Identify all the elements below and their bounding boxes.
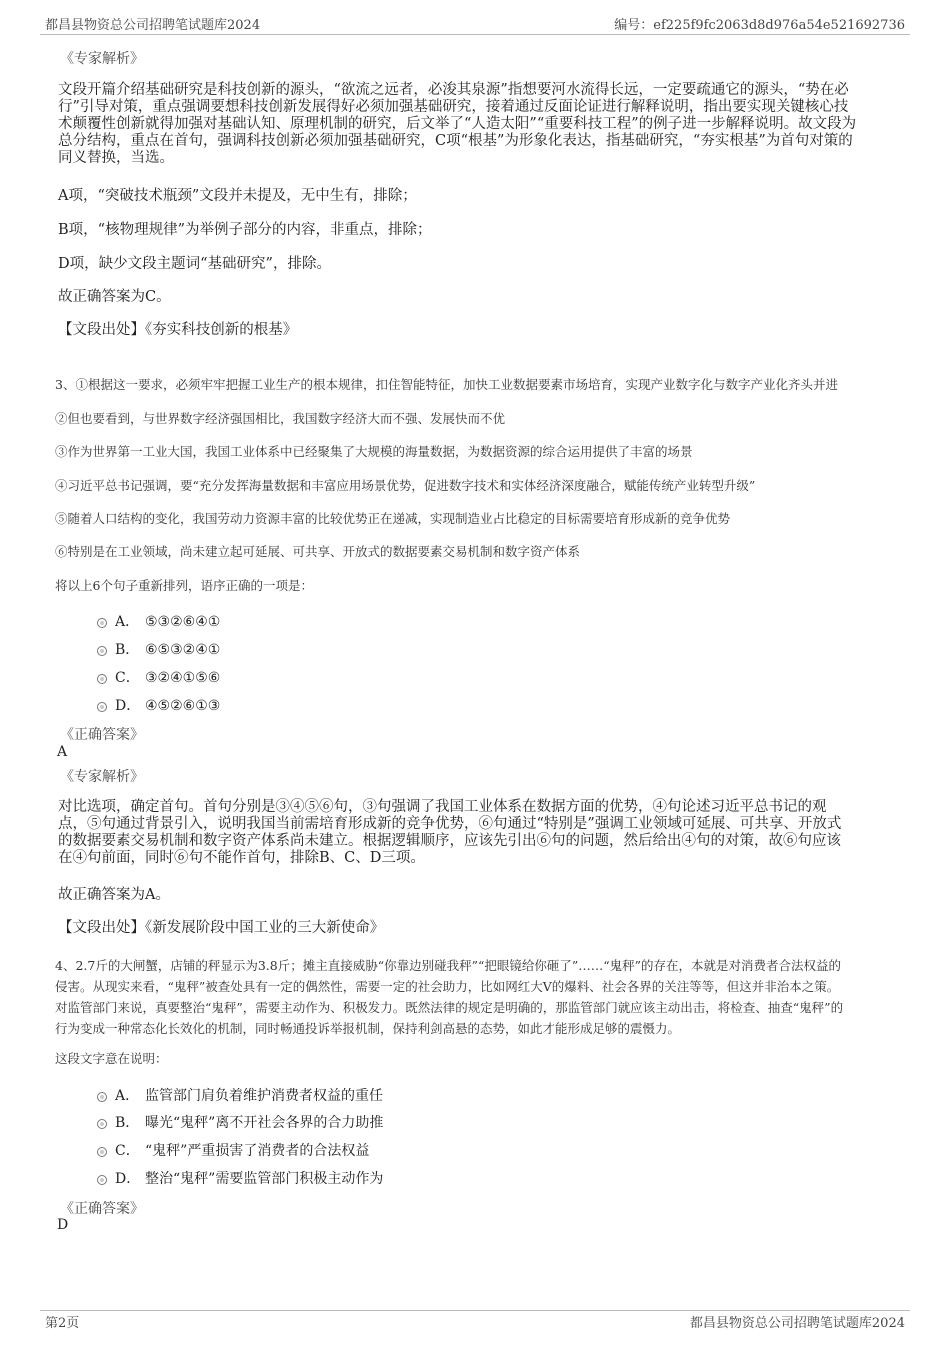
option-text: 监管部门肩负着维护消费者权益的重任 [145, 1088, 383, 1104]
radio-icon[interactable] [97, 1147, 107, 1157]
option-text: ③②④①⑤⑥ [145, 670, 221, 686]
q4-option-a[interactable] [97, 1085, 383, 1105]
page-number: 第2页 [45, 1316, 80, 1331]
q3-option-b[interactable] [97, 639, 220, 659]
q3-analysis [58, 799, 908, 867]
q2-note-d: D项，缺少文段主题词“基础研究”，排除。 [58, 256, 331, 272]
q2-analysis-line: 总分结构，重点在首句，强调科技创新必须加强基础研究，C项“根基”为形象化表达，指基础研究，“夯实根基”为首句对策的 [58, 133, 853, 149]
header-divider [40, 34, 910, 35]
page-footer [45, 1312, 905, 1332]
q3-prompt: 将以上6个句子重新排列，语序正确的一项是： [55, 578, 313, 593]
option-text: 曝光“鬼秤”离不开社会各界的合力助推 [145, 1115, 384, 1131]
radio-icon[interactable] [97, 1092, 107, 1102]
q2-analysis [58, 82, 908, 167]
q3-option-d[interactable] [97, 695, 220, 715]
option-key: D． [115, 1171, 141, 1187]
q2-note-a: A项，“突破技术瓶颈”文段并未提及，无中生有，排除； [58, 188, 417, 204]
option-key: B． [115, 1115, 140, 1131]
radio-icon[interactable] [97, 646, 107, 656]
q4-stem-line: 对监管部门来说，真要整治“鬼秤”，需要主动作为、积极发力。既然法律的规定是明确的，那监管部门就应该主动出击，将检查、抽查“鬼秤”的 [55, 1000, 844, 1015]
footer-title: 都昌县物资总公司招聘笔试题库2024 [689, 1316, 905, 1331]
option-key: C． [115, 1143, 140, 1159]
radio-icon[interactable] [97, 674, 107, 684]
q3-analysis-label: 《专家解析》 [60, 769, 144, 785]
q3-analysis-line: 的数据要素交易机制和数字资产体系尚未建立。根据逻辑顺序，应该先引出⑥句的问题，然后给出④句的对策，故⑥句应该 [58, 833, 841, 849]
q3-sentence-1: 3、①根据这一要求，必须牢牢把握工业生产的根本规律，扣住智能特征，加快工业数据要素市场培育，实现产业数字化与数字产业化齐头并进 [55, 377, 838, 392]
option-key: A． [115, 614, 140, 630]
option-text: ④⑤②⑥①③ [145, 698, 221, 714]
q3-source: 【文段出处】《新发展阶段中国工业的三大新使命》 [58, 920, 385, 936]
option-key: D． [115, 698, 141, 714]
option-key: B． [115, 642, 140, 658]
q4-stem-line: 4、2.7斤的大闸蟹，店铺的秤显示为3.8斤；摊主直接威胁“你靠边别碰我秤”“把眼镜给你砸了”……“鬼秤”的存在，本就是对消费者合法权益的 [55, 958, 842, 973]
q2-analysis-line: 同义替换，当选。 [58, 150, 174, 166]
q3-analysis-line: 点，⑤句通过背景引入，说明我国当前需培育形成新的竞争优势，⑥句通过“特别是”强调工业领域可延展、可共享、开放式 [58, 816, 842, 832]
q2-source: 【文段出处】《夯实科技创新的根基》 [58, 322, 298, 338]
page-header [45, 14, 905, 34]
header-title: 都昌县物资总公司招聘笔试题库2024 [45, 18, 261, 33]
q3-analysis-line: 在④句前面，同时⑥句不能作首句，排除B、C、D三项。 [58, 850, 425, 866]
q2-analysis-line: 行”引导对策，重点强调要想科技创新发展得好必须加强基础研究，接着通过反面论证进行解释说明，指出要实现关键核心技 [58, 99, 849, 115]
q3-sentence-6: ⑥特别是在工业领域，尚未建立起可延展、可共享、开放式的数据要素交易机制和数字资产体系 [55, 544, 581, 559]
q4-stem-line: 侵害。从现实来看，“鬼秤”被查处具有一定的偶然性，需要一定的社会助力，比如网红大V的爆料、社会各界的关注等等，但这并非治本之策。 [55, 979, 840, 994]
q3-conclusion: 故正确答案为A。 [58, 887, 170, 903]
q4-answer-label: 《正确答案》 [60, 1201, 144, 1217]
q3-option-c[interactable] [97, 667, 220, 687]
q2-analysis-line: 文段开篇介绍基础研究是科技创新的源头，“欲流之远者，必浚其泉源”指想要河水流得长远，一定要疏通它的源头，“势在必 [58, 82, 849, 98]
q3-option-a[interactable] [97, 611, 220, 631]
q3-analysis-line: 对比选项，确定首句。首句分别是③④⑤⑥句，③句强调了我国工业体系在数据方面的优势，④句论述习近平总书记的观 [58, 799, 827, 815]
q4-option-d[interactable] [97, 1168, 383, 1188]
q2-note-b: B项，“核物理规律”为举例子部分的内容，非重点，排除； [58, 222, 432, 238]
q3-sentence-4: ④习近平总书记强调，要“充分发挥海量数据和丰富应用场景优势，促进数字技术和实体经济深度融合，赋能传统产业转型升级” [55, 478, 756, 493]
option-key: A． [115, 1088, 140, 1104]
option-key: C． [115, 670, 140, 686]
q4-answer: D [57, 1217, 69, 1233]
q2-analysis-line: 术颠覆性创新就得加强对基础认知、原理机制的研究，后文举了“人造太阳”“重要科技工程”的例子进一步解释说明。故文段为 [58, 116, 857, 132]
option-text: “鬼秤”严重损害了消费者的合法权益 [145, 1143, 370, 1159]
q3-answer-label: 《正确答案》 [60, 727, 144, 743]
q3-answer: A [57, 744, 68, 760]
q4-stem [55, 955, 900, 1039]
q3-sentence-2: ②但也要看到，与世界数字经济强国相比，我国数字经济大而不强、发展快而不优 [55, 411, 506, 426]
q4-option-b[interactable] [97, 1112, 383, 1132]
radio-icon[interactable] [97, 1175, 107, 1185]
footer-divider [40, 1310, 910, 1311]
radio-icon[interactable] [97, 1119, 107, 1129]
q4-stem-line: 行为变成一种常态化长效化的机制，同时畅通投诉举报机制，保持利剑高悬的态势，如此才能形成足够的震慑力。 [55, 1021, 681, 1036]
q2-analysis-label: 《专家解析》 [60, 51, 144, 67]
q4-option-c[interactable] [97, 1140, 369, 1160]
radio-icon[interactable] [97, 702, 107, 712]
option-text: ⑥⑤③②④① [145, 642, 221, 658]
header-doc-id: 编号：ef225f9fc2063d8d976a54e521692736 [614, 18, 905, 33]
q3-sentence-5: ⑤随着人口结构的变化，我国劳动力资源丰富的比较优势正在递减，实现制造业占比稳定的目标需要培育形成新的竞争优势 [55, 511, 731, 526]
q4-prompt: 这段文字意在说明： [55, 1051, 168, 1066]
radio-icon[interactable] [97, 618, 107, 628]
option-text: 整治“鬼秤”需要监管部门积极主动作为 [145, 1171, 384, 1187]
option-text: ⑤③②⑥④① [145, 614, 221, 630]
q2-conclusion: 故正确答案为C。 [58, 289, 171, 305]
q3-sentence-3: ③作为世界第一工业大国，我国工业体系中已经聚集了大规模的海量数据，为数据资源的综合运用提供了丰富的场景 [55, 444, 693, 459]
